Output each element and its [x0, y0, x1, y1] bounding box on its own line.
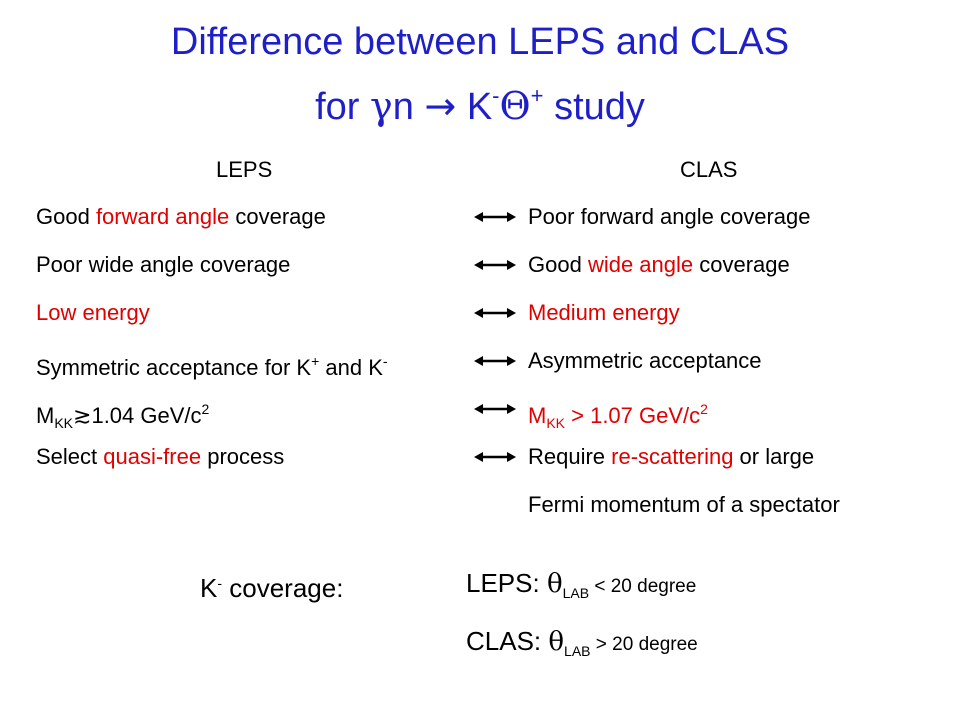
theta-symbol: Θ: [499, 84, 531, 128]
clas-item-4: Asymmetric acceptance: [528, 348, 762, 373]
slide-title-line2: for γn → K-Θ+ study: [315, 83, 645, 128]
double-arrow-icon: [474, 306, 516, 320]
leps-item-1: Good forward angle coverage: [36, 204, 326, 229]
clas-item-6: Require re-scattering or large: [528, 444, 815, 469]
leps-item-4: Symmetric acceptance for K+ and K-: [36, 353, 388, 380]
leps-item-5: $M_{KK}≳1.04$ GeV/$c^2$: [36, 401, 210, 431]
double-arrow-icon: [474, 354, 516, 368]
slide-title-line1: Difference between LEPS and CLAS: [170, 21, 790, 63]
clas-item-2: Good wide angle coverage: [528, 252, 790, 277]
double-arrow-icon: [474, 450, 516, 464]
clas-item-1: Poor forward angle coverage: [528, 204, 811, 229]
gamma-symbol: γ: [370, 84, 393, 128]
leps-item-6: Select quasi-free process: [36, 444, 285, 469]
k-coverage-label: K- coverage:: [200, 573, 344, 603]
clas-item-3: Medium energy: [528, 300, 680, 325]
leps-column-header: LEPS: [216, 157, 273, 182]
double-arrow-icon: [474, 210, 516, 224]
leps-item-3: Low energy: [36, 300, 150, 325]
theta-symbol: θ: [546, 569, 563, 599]
leps-item-2: Poor wide angle coverage: [36, 252, 291, 277]
double-arrow-icon: [474, 258, 516, 272]
double-arrow-icon: [474, 402, 516, 416]
right-arrow-icon: →: [424, 84, 457, 128]
clas-item-6-continued: Fermi momentum of a spectator: [528, 492, 840, 517]
leps-coverage: LEPS: $\theta_{LAB} < 20$ degree: [466, 568, 697, 601]
clas-column-header: CLAS: [680, 157, 738, 182]
clas-coverage: CLAS: $\theta_{LAB} > 20$ degree: [466, 626, 698, 659]
theta-symbol: θ: [548, 627, 565, 657]
clas-item-5: $M_{KK} > 1.07$ GeV/$c^2$: [528, 401, 708, 431]
